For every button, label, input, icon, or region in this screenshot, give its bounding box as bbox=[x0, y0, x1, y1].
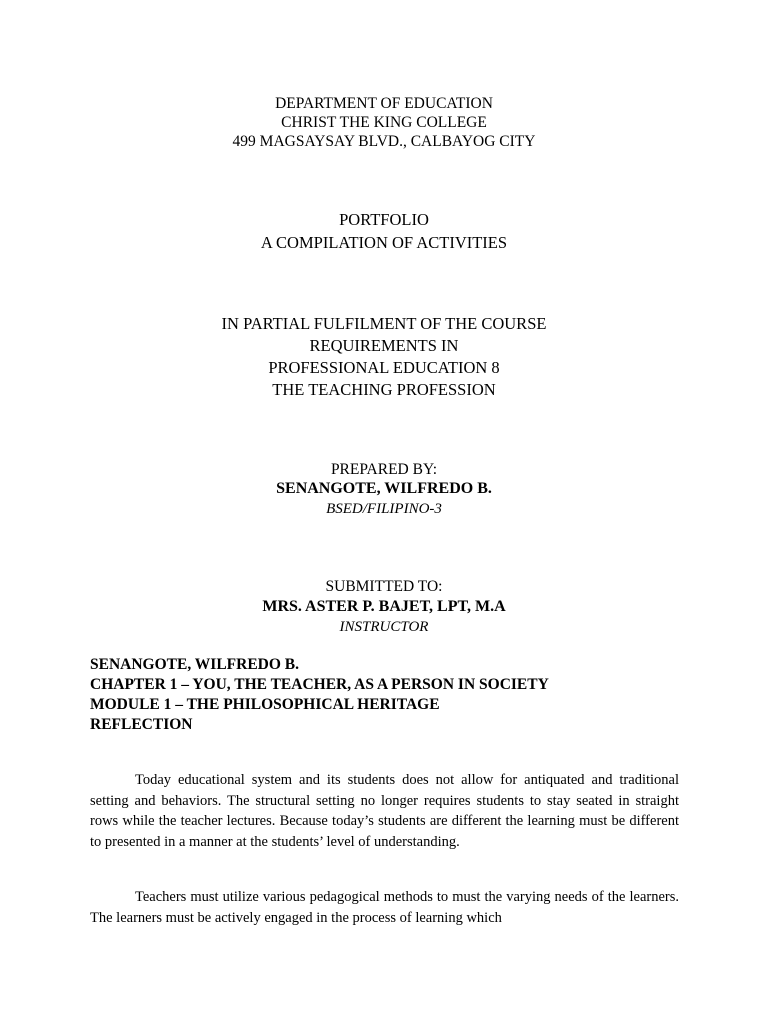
preparer-name: SENANGOTE, WILFREDO B. bbox=[276, 480, 492, 497]
reflection-heading: REFLECTION bbox=[90, 716, 193, 733]
college-line: CHRIST THE KING COLLEGE bbox=[281, 114, 487, 131]
fulfilment-line-1: IN PARTIAL FULFILMENT OF THE COURSE bbox=[221, 314, 547, 333]
prepared-by-label: PREPARED BY: bbox=[330, 461, 438, 478]
address-line: 499 MAGSAYSAY BLVD., CALBAYOG CITY bbox=[232, 133, 536, 150]
fulfilment-line-2: REQUIREMENTS IN bbox=[309, 336, 459, 355]
instructor-name: MRS. ASTER P. BAJET, LPT, M.A bbox=[262, 598, 506, 615]
department-line: DEPARTMENT OF EDUCATION bbox=[275, 95, 493, 112]
portfolio-subtitle: A COMPILATION OF ACTIVITIES bbox=[260, 233, 508, 252]
portfolio-title: PORTFOLIO bbox=[339, 210, 429, 229]
instructor-role: INSTRUCTOR bbox=[339, 619, 429, 635]
paragraph-1: Today educational system and its students does not allow for antiquated and traditional setting and behaviors. The structural setting no longer requires students to stay seated in straight rows while the teacher lectures. Because today’s students are different the learning must be different to presented in a manner at the students’ level of understanding. bbox=[90, 772, 679, 850]
chapter-heading: CHAPTER 1 – YOU, THE TEACHER, AS A PERSON IN SOCIETY bbox=[90, 676, 549, 693]
submitted-to-label: SUBMITTED TO: bbox=[325, 578, 443, 595]
author-heading: SENANGOTE, WILFREDO B. bbox=[90, 656, 300, 673]
course-code-line: PROFESSIONAL EDUCATION 8 bbox=[268, 358, 500, 377]
course-title-line: THE TEACHING PROFESSION bbox=[272, 380, 496, 399]
paragraph-2: Teachers must utilize various pedagogical methods to must the varying needs of the learners. The learners must be actively engaged in the process of learning which bbox=[90, 889, 679, 926]
module-heading: MODULE 1 – THE PHILOSOPHICAL HERITAGE bbox=[90, 696, 440, 713]
preparer-course: BSED/FILIPINO-3 bbox=[326, 501, 442, 517]
